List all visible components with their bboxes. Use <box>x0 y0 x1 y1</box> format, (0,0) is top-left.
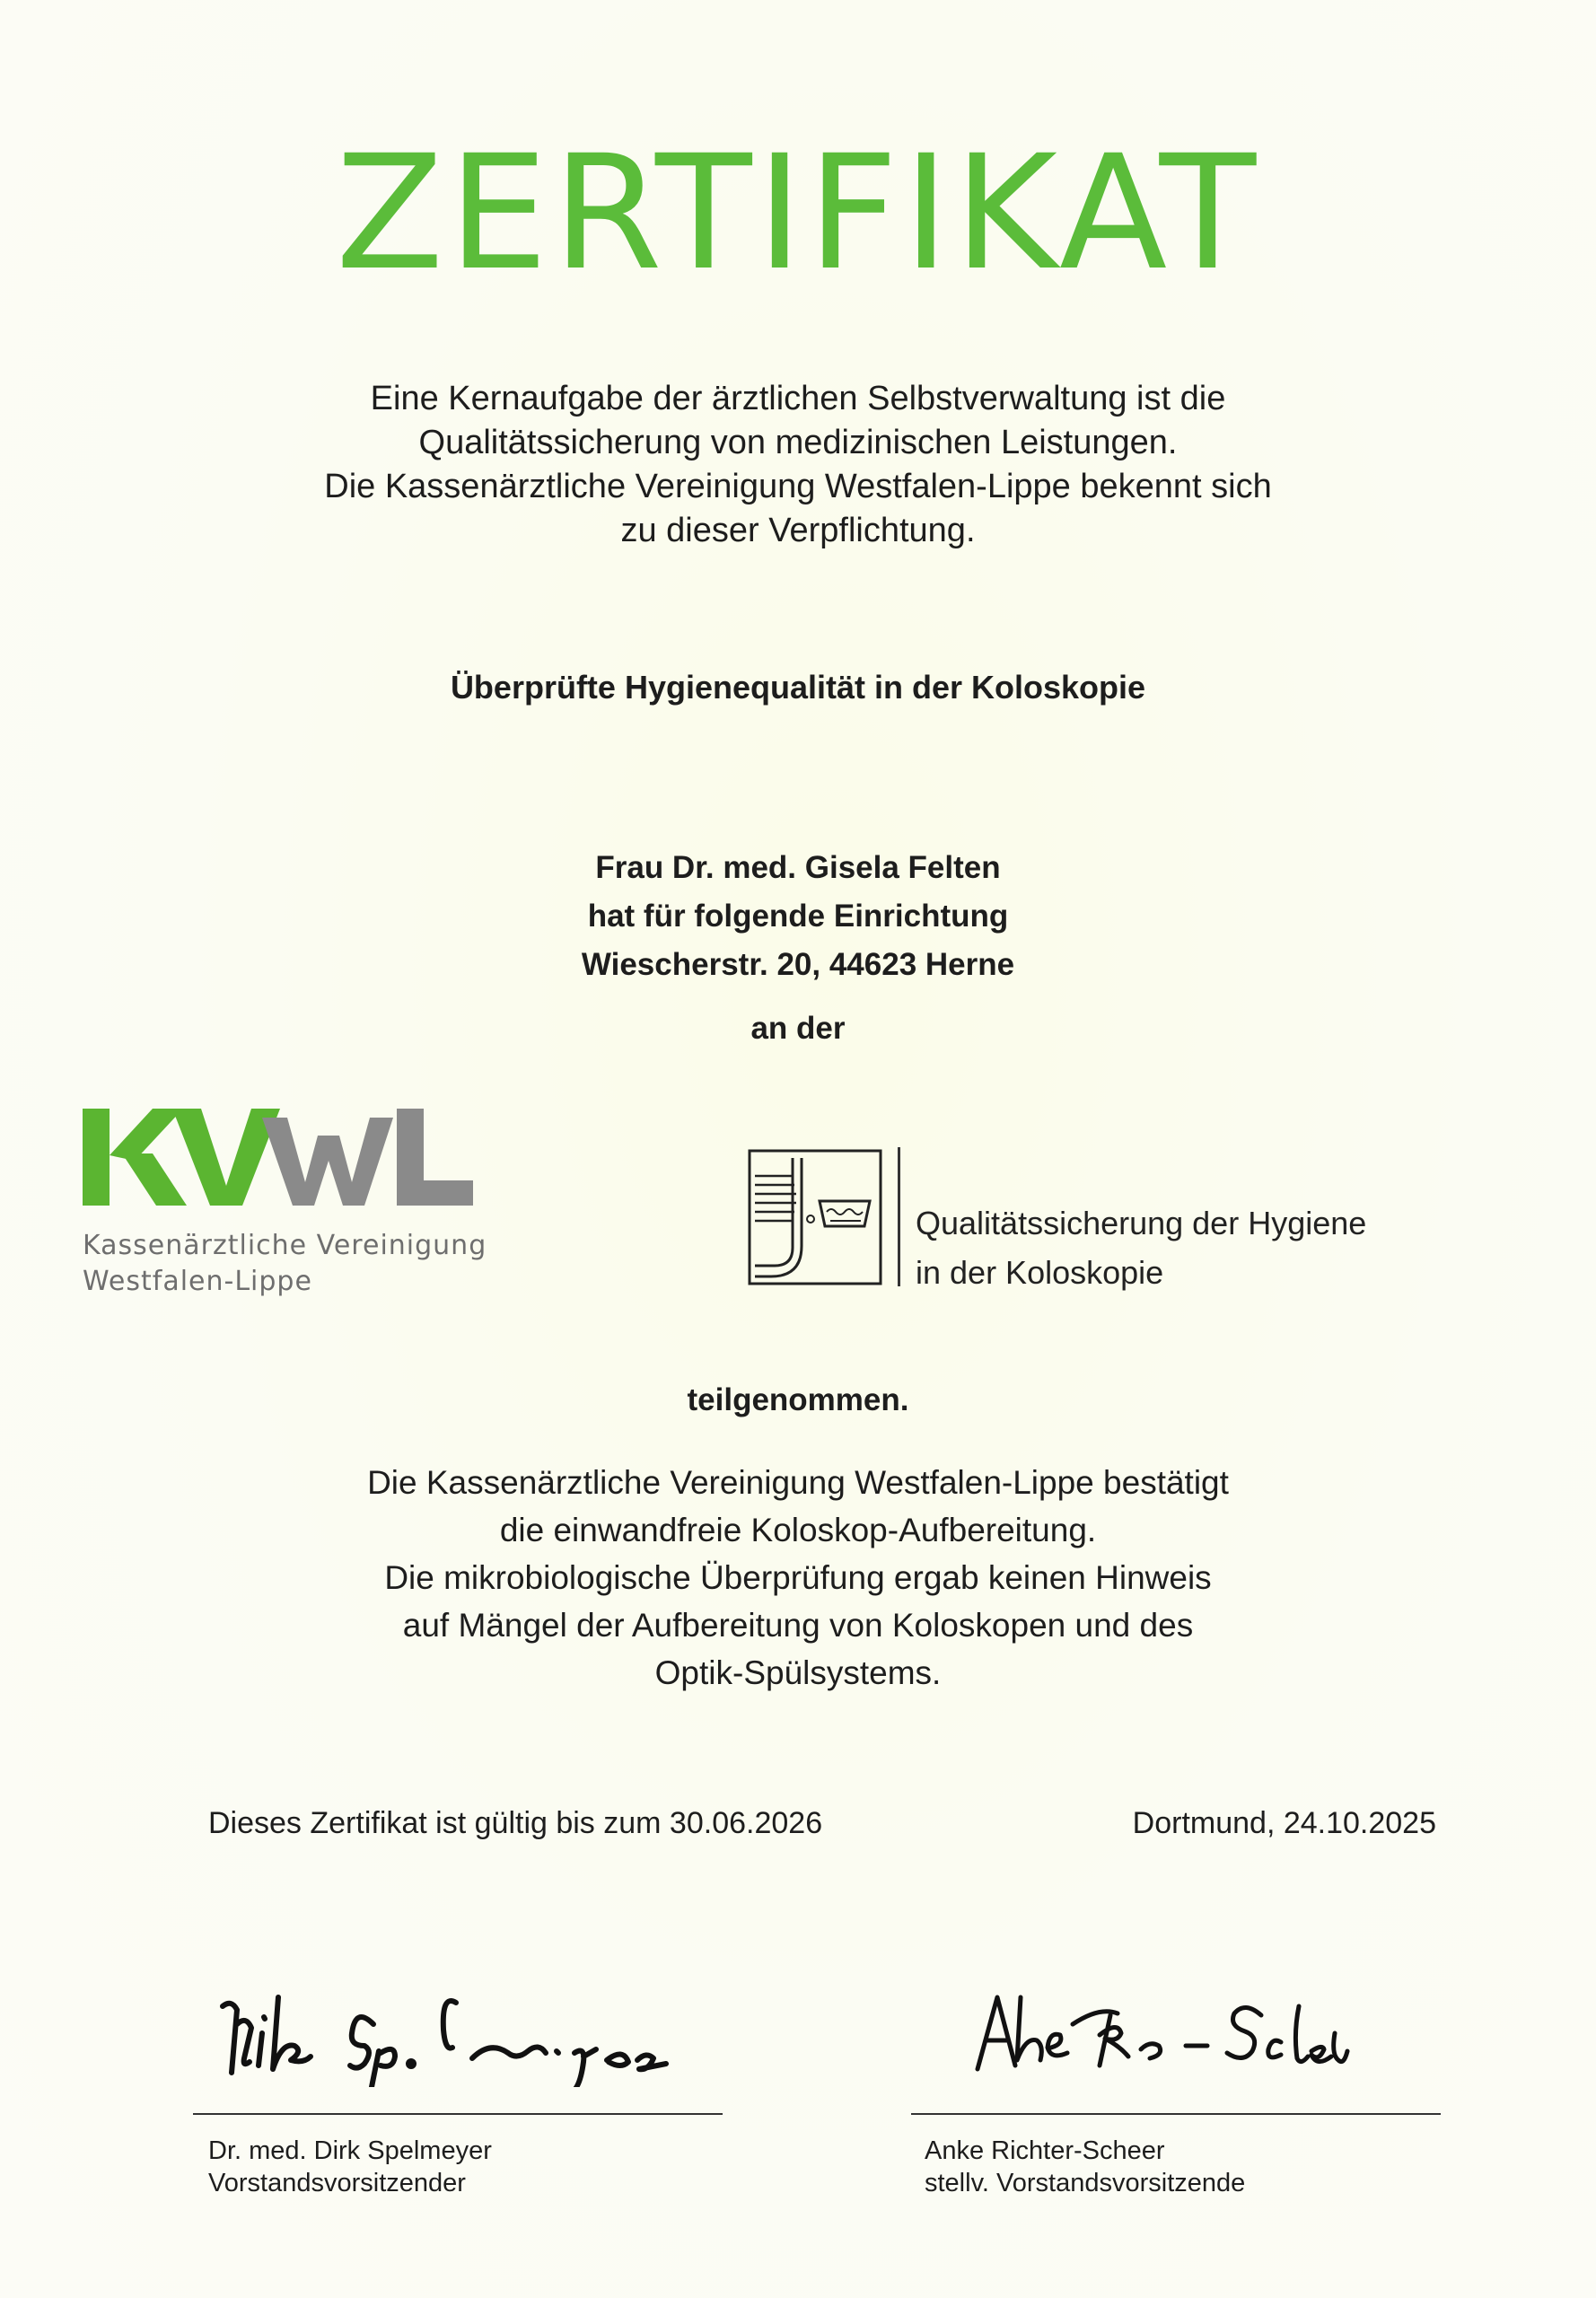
certificate-title: ZERTIFIKAT <box>335 121 1261 305</box>
kvwl-logo-text <box>83 1228 495 1300</box>
signature-left <box>206 1970 727 2087</box>
signatory-role: Vorstandsvorsitzender <box>208 2169 466 2197</box>
signature-right <box>965 1970 1450 2087</box>
logo-divider <box>898 1147 900 1286</box>
holder-block <box>0 844 1596 989</box>
teilgenommen-text: teilgenommen. <box>687 1382 909 1417</box>
intro-line: Die Kassenärztliche Vereinigung Westfalen-Lippe bekennt sich <box>324 468 1272 505</box>
program-name <box>916 1198 1366 1297</box>
validity-statement: Dieses Zertifikat ist gültig bis zum 30.06.2026 <box>208 1806 823 1840</box>
signatory-right <box>925 2135 1245 2199</box>
signatory-name: Dr. med. Dirk Spelmeyer <box>208 2136 492 2165</box>
holder-address: Wiescherstr. 20, 44623 Herne <box>581 947 1015 982</box>
confirmation-line: auf Mängel der Aufbereitung von Koloskopen und des <box>402 1607 1194 1644</box>
intro-line: Eine Kernaufgabe der ärztlichen Selbstverwaltung ist die <box>370 380 1226 417</box>
signatory-left <box>208 2135 492 2199</box>
holder-name: Frau Dr. med. Gisela Felten <box>595 850 1001 885</box>
holder-statement: hat für folgende Einrichtung <box>587 899 1009 934</box>
kvwl-logo <box>83 1109 495 1300</box>
confirmation-paragraph <box>0 1459 1596 1697</box>
kvwl-name-line2: Westfalen-Lippe <box>83 1266 312 1297</box>
program-name-line2: in der Koloskopie <box>916 1254 1164 1291</box>
confirmation-line: Optik-Spülsystems. <box>654 1654 942 1691</box>
signature-line-right <box>911 2113 1441 2115</box>
kvwl-name-line1: Kassenärztliche Vereinigung <box>83 1230 487 1261</box>
confirmation-line: die einwandfreie Koloskop-Aufbereitung. <box>499 1512 1097 1548</box>
signatory-name: Anke Richter-Scheer <box>925 2136 1165 2165</box>
intro-line: zu dieser Verpflichtung. <box>620 512 976 549</box>
confirmation-line: Die Kassenärztliche Vereinigung Westfalen-Lippe bestätigt <box>367 1464 1229 1501</box>
intro-line: Qualitätssicherung von medizinischen Leistungen. <box>418 424 1178 461</box>
program-name-line1: Qualitätssicherung der Hygiene <box>916 1205 1367 1241</box>
signatory-role: stellv. Vorstandsvorsitzende <box>925 2169 1246 2197</box>
intro-paragraph <box>0 377 1596 553</box>
place-date: Dortmund, 24.10.2025 <box>1132 1806 1436 1840</box>
confirmation-line: Die mikrobiologische Überprüfung ergab keinen Hinweis <box>384 1559 1212 1596</box>
certificate-subject: Überprüfte Hygienequalität in der Koloskopie <box>450 669 1146 706</box>
signature-line-left <box>193 2113 723 2115</box>
an-der-text: an der <box>750 1011 846 1046</box>
kvwl-logo-mark <box>83 1109 487 1206</box>
hygiene-program-icon <box>748 1149 882 1285</box>
